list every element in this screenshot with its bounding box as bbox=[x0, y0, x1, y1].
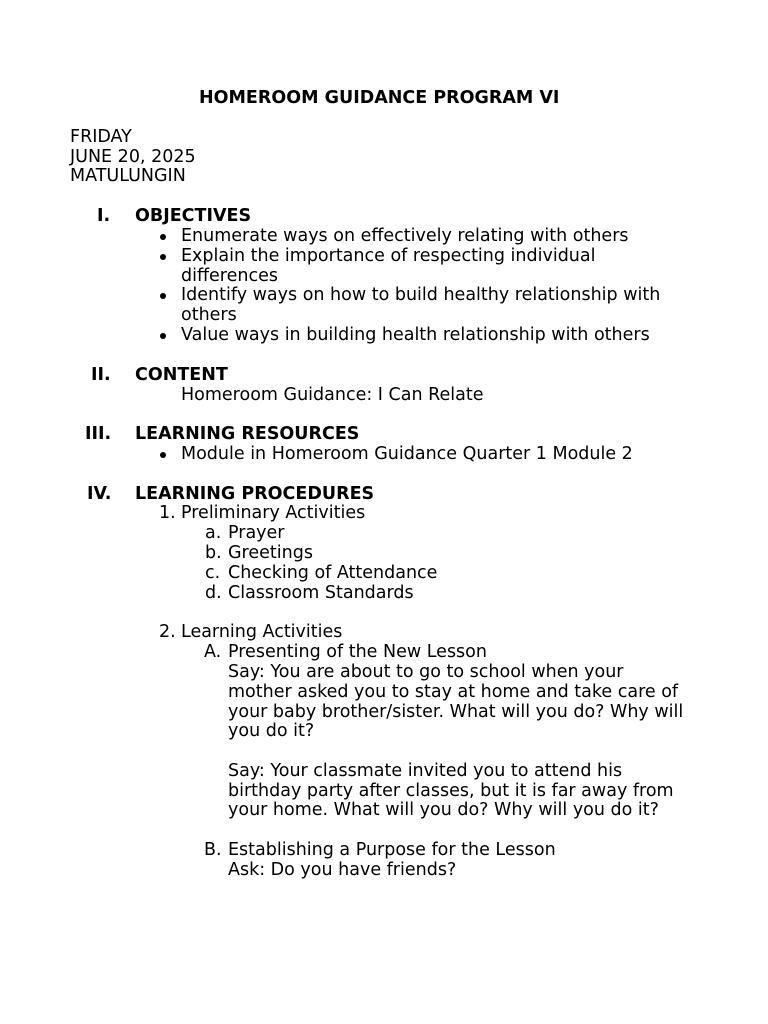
objective-item: Value ways in building health relationship with others bbox=[181, 325, 650, 345]
procedures-heading: LEARNING PROCEDURES bbox=[135, 484, 375, 504]
resources-numeral: III. bbox=[85, 424, 112, 444]
objective-item-continued: others bbox=[181, 305, 237, 325]
activity-a-paragraph-line: birthday party after classes, but it is far away from bbox=[228, 781, 674, 801]
activity-a-paragraph-line: you do it? bbox=[228, 721, 315, 741]
objective-item: Explain the importance of respecting individual bbox=[181, 246, 596, 266]
activity-b-label: Establishing a Purpose for the Lesson bbox=[228, 840, 556, 860]
preliminary-item: Classroom Standards bbox=[228, 583, 414, 603]
preliminary-item: Prayer bbox=[228, 523, 285, 543]
objective-item: Enumerate ways on effectively relating with others bbox=[181, 226, 629, 246]
activity-a-label: Presenting of the New Lesson bbox=[228, 642, 487, 662]
activity-a-paragraph-line: your home. What will you do? Why will you do it? bbox=[228, 800, 659, 820]
document-title: HOMEROOM GUIDANCE PROGRAM VI bbox=[199, 88, 560, 108]
content-numeral: II. bbox=[91, 365, 111, 385]
objective-item: Identify ways on how to build healthy relationship with bbox=[181, 285, 661, 305]
learning-number: 2. bbox=[159, 622, 176, 642]
resource-item: Module in Homeroom Guidance Quarter 1 Module 2 bbox=[181, 444, 633, 464]
header-section: MATULUNGIN bbox=[70, 166, 186, 186]
activity-a-paragraph-line: Say: You are about to go to school when your bbox=[228, 662, 624, 682]
learning-label: Learning Activities bbox=[181, 622, 343, 642]
header-date: JUNE 20, 2025 bbox=[70, 147, 196, 167]
preliminary-item: Greetings bbox=[228, 543, 313, 563]
content-text: Homeroom Guidance: I Can Relate bbox=[181, 385, 484, 405]
preliminary-letter: a. bbox=[205, 523, 222, 543]
header-day: FRIDAY bbox=[70, 127, 132, 147]
preliminary-letter: d. bbox=[205, 583, 222, 603]
procedures-numeral: IV. bbox=[87, 484, 112, 504]
activity-a-paragraph-line: your baby brother/sister. What will you do? Why will bbox=[228, 702, 684, 722]
preliminary-number: 1. bbox=[159, 503, 176, 523]
activity-a-paragraph-line: Say: Your classmate invited you to attend his bbox=[228, 761, 623, 781]
activity-a-paragraph-line: mother asked you to stay at home and take care of bbox=[228, 682, 679, 702]
objectives-numeral: I. bbox=[97, 206, 111, 226]
objectives-heading: OBJECTIVES bbox=[135, 206, 252, 226]
preliminary-label: Preliminary Activities bbox=[181, 503, 366, 523]
objective-item-continued: differences bbox=[181, 266, 278, 286]
activity-b-letter: B. bbox=[204, 840, 222, 860]
preliminary-letter: c. bbox=[205, 563, 221, 583]
preliminary-letter: b. bbox=[205, 543, 222, 563]
activity-b-text: Ask: Do you have friends? bbox=[228, 860, 457, 880]
preliminary-item: Checking of Attendance bbox=[228, 563, 438, 583]
resources-heading: LEARNING RESOURCES bbox=[135, 424, 360, 444]
activity-a-letter: A. bbox=[204, 642, 222, 662]
content-heading: CONTENT bbox=[135, 365, 228, 385]
